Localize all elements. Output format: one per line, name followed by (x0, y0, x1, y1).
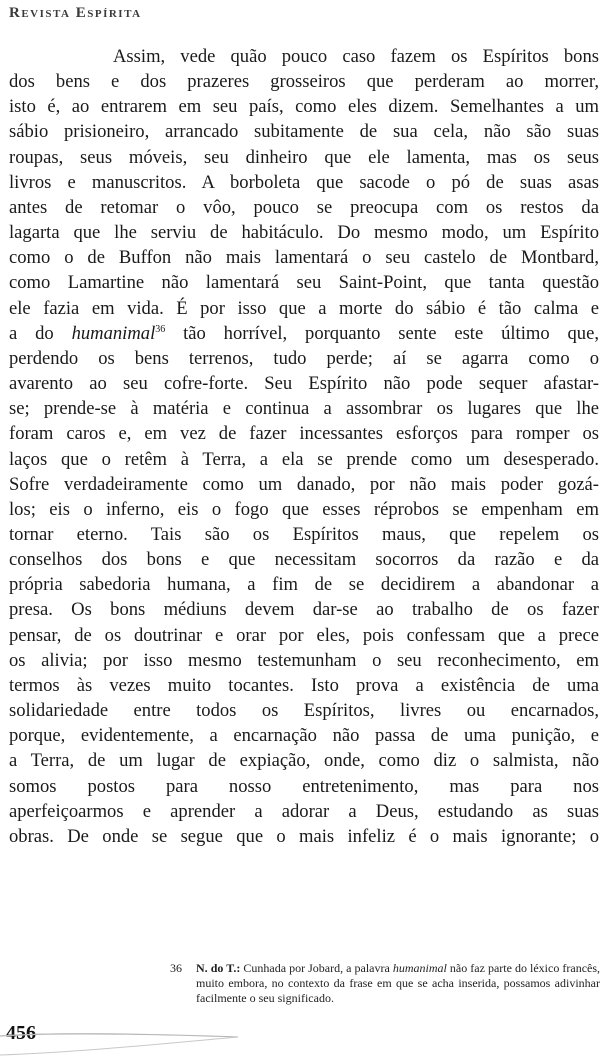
text-line: os alivia; por isso mesmo testemunham o seu reconhecimento, em (9, 649, 599, 671)
text-line: tornar eterno. Tais são os Espíritos maus, que repelem os (9, 523, 599, 545)
page-corner-swoosh (0, 1028, 240, 1057)
footnote-number: 36 (170, 961, 182, 975)
footnoted-word: humanimal (71, 322, 156, 344)
text-line: somos postos para nosso entretenimento, mas para nos (9, 775, 599, 797)
text-line: termos às vezes muito tocantes. Isto prova a existência de uma (9, 674, 599, 696)
footnote-word: humanimal (392, 961, 447, 975)
text-line: solidariedade entre todos os Espíritos, livres ou encarnados, (9, 700, 599, 722)
text-line (9, 321, 599, 346)
body-text (9, 44, 599, 849)
text-line: pensar, de os doutrinar e orar por eles, pois confessam que a prece (9, 624, 599, 646)
footnote-reference[interactable]: 36 (155, 323, 166, 335)
text-line: dos bens e dos prazeres grosseiros que perderam ao morrer, (9, 71, 599, 93)
text-line: lagarta que lhe serviu de habitáculo. Do mesmo modo, um Espírito (9, 222, 599, 244)
footnote-title: N. do T.: (196, 961, 241, 975)
text-line: avarento ao seu cofre-forte. Seu Espírito não pode sequer afastar- (9, 373, 599, 395)
text-line: antes de retomar o vôo, pouco se preocupa com os restos da (9, 196, 599, 218)
text-segment: tão horrível, porquanto sente este último que, (165, 322, 599, 344)
text-line: própria sabedoria humana, a fim de se decidirem a abandonar a (9, 574, 599, 596)
page-number: 456 (6, 1022, 36, 1044)
text-line: sábio prisioneiro, arrancado subitamente de sua cela, não são suas (9, 121, 599, 143)
text-line: Sofre verdadeiramente como um danado, por não mais poder gozá- (9, 473, 599, 495)
text-line: como Lamartine não lamentará seu Saint-Point, que tanta questão (9, 272, 599, 294)
text-line: isto é, ao entrarem em seu país, como eles dizem. Semelhantes a um (9, 96, 599, 118)
footnote-text-before: Cunhada por Jobard, a palavra (240, 961, 393, 975)
text-line: se; prende-se à matéria e continua a assombrar os lugares que lhe (9, 398, 599, 420)
text-line: livros e manuscritos. A borboleta que sacode o pó de suas asas (9, 171, 599, 193)
text-line: laços que o retêm à Terra, a ela se prende como um desesperado. (9, 448, 599, 470)
text-line: conselhos dos bons e que necessitam socorros da razão e da (9, 549, 599, 571)
footnote-body (172, 961, 600, 1006)
text-line: perdendo os bens terrenos, tudo perde; aí se agarra como o (9, 347, 599, 369)
text-line: presa. Os bons médiuns devem dar-se ao trabalho de os fazer (9, 599, 599, 621)
text-line: como o de Buffon não mais lamentará o seu castelo de Montbard, (9, 247, 599, 269)
text-line: porque, evidentemente, a encarnação não passa de uma punição, e (9, 725, 599, 747)
text-line: aperfeiçoarmos e aprender a adorar a Deus, estudando as suas (9, 800, 599, 822)
footnote (172, 961, 600, 1006)
running-header: Revista Espírita (9, 5, 142, 21)
text-segment: a do (9, 322, 72, 344)
text-line: a Terra, de um lugar de expiação, onde, como diz o salmista, não (9, 750, 599, 772)
text-line: Assim, vede quão pouco caso fazem os Espíritos bons (113, 46, 599, 67)
text-line: roupas, seus móveis, seu dinheiro que ele lamenta, mas os seus (9, 146, 599, 168)
footnote-text-after: não faz parte do léxico francês, muito embora, no contexto da frase em que se acha inserida, possamos adivinhar facilmente o seu significado. (196, 961, 601, 1005)
text-line: ele fazia em vida. É por isso que a morte do sábio é tão calma e (9, 297, 599, 319)
text-line: obras. De onde se segue que o mais infeliz é o mais ignorante; o (9, 825, 599, 847)
text-line: los; eis o inferno, eis o fogo que esses réprobos se empenham em (9, 498, 599, 520)
text-line: foram caros e, em vez de fazer incessantes esforços para romper os (9, 423, 599, 445)
